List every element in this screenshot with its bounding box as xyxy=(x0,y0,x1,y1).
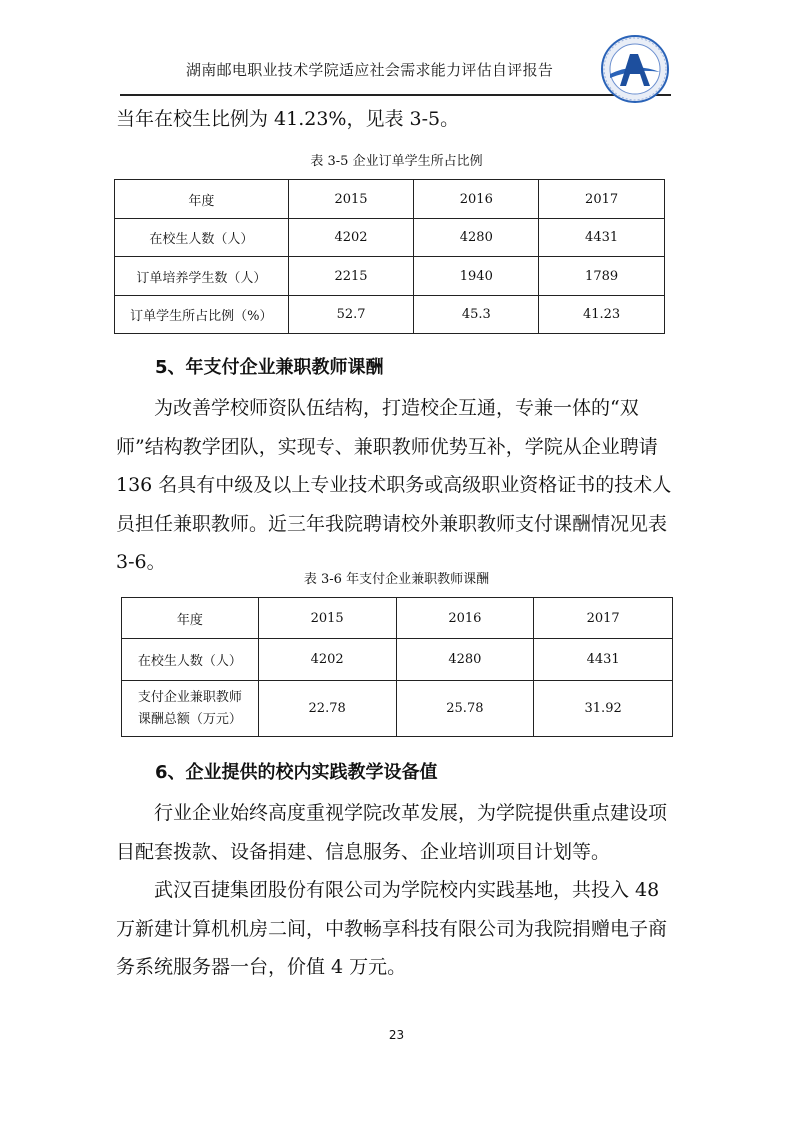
page-number: 23 xyxy=(388,1028,405,1042)
table-cell: 在校生人数（人） xyxy=(115,219,289,257)
table-header-cell: 2015 xyxy=(288,180,414,219)
table-cell: 订单学生所占比例（%） xyxy=(115,296,289,334)
table-header-row xyxy=(115,180,665,219)
table-header-row xyxy=(122,598,673,639)
table-cell: 22.78 xyxy=(258,681,396,737)
table-cell: 4202 xyxy=(258,639,396,681)
table-cell: 4431 xyxy=(534,639,673,681)
table-cell: 2215 xyxy=(288,257,414,296)
table-header-cell: 2017 xyxy=(534,598,673,639)
report-title: 湖南邮电职业技术学院适应社会需求能力评估自评报告 xyxy=(186,61,554,79)
intro-line: 当年在校生比例为 41.23%，见表 3-5。 xyxy=(116,108,460,130)
table-cell: 1789 xyxy=(539,257,665,296)
table-header-cell: 2015 xyxy=(258,598,396,639)
table-3-5 xyxy=(114,179,665,334)
table-cell: 4431 xyxy=(539,219,665,257)
table-cell: 订单培养学生数（人） xyxy=(115,257,289,296)
table-row xyxy=(122,681,673,737)
header-rule xyxy=(120,94,671,96)
table-header-cell: 年度 xyxy=(122,598,259,639)
table-cell: 1940 xyxy=(414,257,539,296)
table-cell: 25.78 xyxy=(396,681,534,737)
table-cell: 在校生人数（人） xyxy=(122,639,259,681)
table-header-cell: 2016 xyxy=(414,180,539,219)
table-cell: 52.7 xyxy=(288,296,414,334)
section-6-paragraph-1: 行业企业始终高度重视学院改革发展，为学院提供重点建设项目配套拨款、设备捐建、信息服务、企业培训项目计划等。 xyxy=(116,802,668,863)
table-cell: 4280 xyxy=(396,639,534,681)
table-header-cell: 年度 xyxy=(115,180,289,219)
section-5-paragraph: 为改善学校师资队伍结构，打造校企互通，专兼一体的“双师”结构教学团队，实现专、兼职教师优势互补，学院从企业聘请 136 名具有中级及以上专业技术职务或高级职业资格证书的技术人员担任兼职教师。近三年我院聘请校外兼职教师支付课酬情况见表 3-6。 xyxy=(116,397,672,573)
table-row xyxy=(115,296,665,334)
table-row xyxy=(115,219,665,257)
section-6-heading: 6、企业提供的校内实践教学设备值 xyxy=(155,762,438,783)
table-cell: 4202 xyxy=(288,219,414,257)
table-row xyxy=(122,639,673,681)
table-header-cell: 2017 xyxy=(539,180,665,219)
table-3-5-caption: 表 3-5 企业订单学生所占比例 xyxy=(310,154,483,169)
table-cell: 支付企业兼职教师课酬总额（万元） xyxy=(122,681,259,737)
table-header-cell: 2016 xyxy=(396,598,534,639)
table-row xyxy=(115,257,665,296)
table-cell: 41.23 xyxy=(539,296,665,334)
page-header xyxy=(120,34,680,98)
table-3-6 xyxy=(121,597,673,737)
section-6-paragraph-2: 武汉百捷集团股份有限公司为学院校内实践基地，共投入 48 万新建计算机机房二间，中教畅享科技有限公司为我院捐赠电子商务系统服务器一台，价值 4 万元。 xyxy=(116,879,668,978)
section-5-heading: 5、年支付企业兼职教师课酬 xyxy=(155,357,384,378)
table-cell: 45.3 xyxy=(414,296,539,334)
table-cell: 4280 xyxy=(414,219,539,257)
table-3-6-caption: 表 3-6 年支付企业兼职教师课酬 xyxy=(303,572,490,587)
college-emblem-icon xyxy=(600,34,670,104)
table-cell: 31.92 xyxy=(534,681,673,737)
